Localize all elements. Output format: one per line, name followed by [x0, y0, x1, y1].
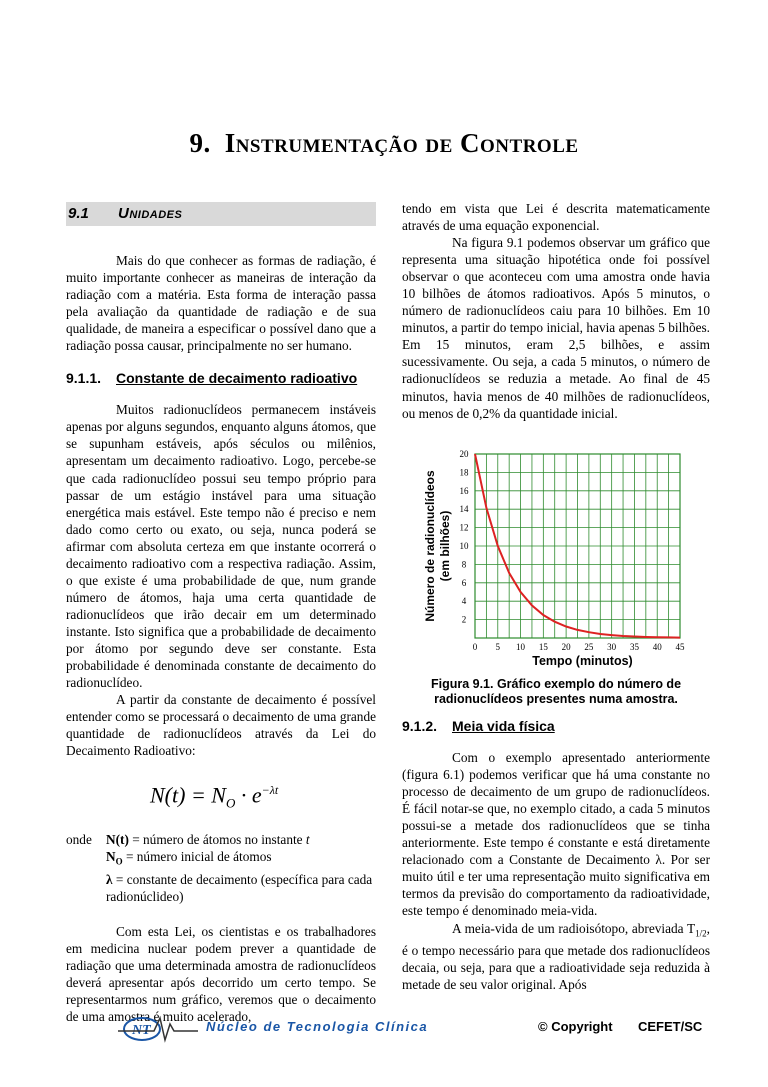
formula-sub: O — [225, 796, 236, 812]
definition-text: = número inicial de átomos — [122, 849, 272, 865]
figure-caption: Figura 9.1. Gráfico exemplo do número de radionuclídeos presentes numa amostra. — [430, 677, 682, 706]
section-number: 9.1 — [68, 205, 89, 223]
footer-organization: Núcleo de Tecnologia Clínica — [206, 1019, 429, 1034]
y-tick-label: 12 — [459, 522, 469, 533]
formula-exponent: −λt — [261, 783, 279, 798]
left-column — [66, 200, 376, 1025]
x-tick-label: 15 — [538, 642, 548, 652]
x-axis-label: Tempo (minutos) — [532, 654, 633, 668]
ntc-logo-icon — [118, 1012, 198, 1044]
section-heading — [66, 202, 376, 226]
y-tick-label: 18 — [459, 467, 469, 478]
definition-row — [66, 871, 376, 905]
definition-text: = número de átomos no instante — [128, 832, 306, 848]
x-tick-label: 30 — [607, 642, 617, 652]
subsection-heading-halflife — [402, 718, 710, 735]
chapter-number: 9. — [189, 128, 211, 158]
definition-lead: onde — [66, 832, 92, 848]
x-tick-label: 5 — [495, 642, 501, 652]
definition-row — [66, 831, 376, 848]
x-tick-label: 0 — [472, 642, 478, 652]
y-tick-label: 14 — [459, 504, 469, 515]
x-tick-label: 35 — [629, 642, 639, 652]
halflife-text-a: A meia-vida de um radioisótopo, abreviada T — [452, 920, 696, 936]
intro-paragraph: Mais do que conhecer as formas de radiação, é muito importante conhecer as maneiras de interação da radiação com a matéria. Esta forma de interação passa pela avaliação da quantidade de radiação e de sua qualidade, de maneira a especificar o possível dano que a radiação possa causar, principalmente no ser humano. — [66, 253, 376, 354]
x-tick-label: 45 — [675, 642, 685, 652]
y-axis-label-line: (em bilhões) — [438, 510, 452, 582]
subsection-number: 9.1.2. — [402, 718, 438, 734]
decay-chart — [402, 438, 702, 672]
definition-term: N — [106, 849, 116, 865]
svg-text:NT: NT — [132, 1023, 151, 1038]
definition-row — [66, 848, 376, 871]
subsection-heading-decay — [66, 370, 376, 387]
y-tick-label: 8 — [461, 559, 467, 570]
footer-institution: CEFET/SC — [638, 1019, 703, 1034]
definition-term: N(t) — [106, 832, 129, 848]
y-tick-label: 20 — [459, 449, 469, 459]
x-tick-label: 20 — [561, 642, 571, 652]
y-tick-label: 2 — [461, 614, 467, 625]
chart-grid — [475, 454, 680, 638]
definition-term: λ — [106, 872, 113, 888]
y-tick-label: 16 — [459, 485, 469, 496]
y-tick-label: 10 — [459, 541, 469, 551]
formula-lhs: N(t) = N — [150, 782, 226, 808]
decay-formula — [66, 775, 376, 815]
definition-subscript: O — [115, 857, 123, 868]
x-tick-label: 40 — [652, 642, 662, 652]
halflife-paragraph-2 — [402, 920, 710, 994]
y-axis-label-line: Número de radionuclídeos — [423, 470, 437, 622]
x-tick-label: 25 — [584, 642, 594, 652]
y-tick-label: 4 — [461, 596, 467, 607]
chapter-title — [0, 128, 768, 159]
decay-paragraph-2: A partir da constante de decaimento é possível entender como se processará o decaimento de uma grande quantidade de radionuclídeos através da Lei do Decaimento Radioativo: — [66, 692, 376, 759]
section-title: Unidades — [118, 205, 183, 223]
subsection-title: Constante de decaimento radioativo — [116, 370, 358, 387]
decay-paragraph-1: Muitos radionuclídeos permanecem instáveis apenas por alguns segundos, enquanto alguns átomos, que se supunham estáveis, após séculos ou milênios, apresentam um decaimento radioativo. Logo, percebe-se que cada radionuclídeo possui seu tempo próprio para passar de um estágio instável para uma situação energética mais estável. Este tempo não é preciso e nem dado como certo ou exato, ou seja, nunca poderá se afirmar com absoluta certeza em que instante ocorrerá o decaimento radioativo com a respectiva radiação. Assim, o que existe é uma probabilidade de que, num grande número de átomos, haja uma certa quantidade de radionuclídeos que irão decair em um determinado instante. Isto significa que a probabilidade de decaimento por átomo por segundo deve ser constante. Esta probabilidade é denominada constante de decaimento do radionuclídeo. — [66, 402, 376, 691]
definitions-list — [66, 831, 376, 905]
subsection-number: 9.1.1. — [66, 370, 102, 387]
right-column — [402, 200, 710, 422]
y-tick-label: 6 — [461, 577, 467, 588]
definition-text: = constante de decaimento (específica para cada radionúclideo) — [106, 872, 373, 905]
footer-copyright: © Copyright — [538, 1019, 613, 1034]
halflife-subscript: 1/2 — [695, 928, 707, 939]
x-tick-label: 10 — [516, 642, 526, 652]
right-paragraph-2: Na figura 9.1 podemos observar um gráfico que representa uma situação hipotética onde foi possível observar o que aconteceu com uma amostra onde havia 10 bilhões de átomos radioativos. Após 5 minutos, o número de radionuclídeos caiu para 10 bilhões. Em 10 minutos, a partir do tempo inicial, havia apenas 5 bilhões. Em 15 minutos, eram 2,5 bilhões, e assim sucessivamente. Ou seja, a cada 5 minutos, o número de radionuclídeos se reduzia a metade. Ao final de 45 minutos, havia menos de 40 milhões de radionuclídeos, ou menos de 0,2% da quantidade inicial. — [402, 235, 710, 421]
definition-variable: t — [305, 832, 310, 848]
page-footer — [118, 1012, 718, 1044]
halflife-paragraph-1: Com o exemplo apresentado anteriormente (figura 6.1) podemos verificar que há uma constante no processo de decaimento de um grupo de radionuclídeos. É fácil notar-se que, no exemplo citado, a cada 5 minutos possui-se a metade dos radionuclídeos que se tinha anteriormente. Este tempo é constante e está diretamente relacionado com a Constante de Decaimento λ. Por ser muito útil e ter uma representação muito significativa em termos da previsão do comportamento da radioatividade, este tempo é denominado meia-vida. — [402, 750, 710, 919]
formula-mid: · e — [235, 782, 262, 808]
halflife-text-b: , é o tempo necessário para que metade dos radionuclídeos decaia, ou seja, para que a radioatividade seja reduzida à metade de seu valor original. Após — [402, 920, 710, 993]
y-axis-label — [423, 470, 452, 622]
chart-ticks — [460, 449, 686, 652]
subsection-title: Meia vida física — [452, 718, 555, 734]
right-column-lower — [402, 718, 710, 993]
right-paragraph-1: tendo em vista que Lei é descrita matematicamente através de uma equação exponencial. — [402, 201, 710, 234]
law-paragraph: Com esta Lei, os cientistas e os trabalhadores em medicina nuclear podem prever a quantidade de radiação que uma determinada amostra de radionuclídeos deverá apresentar após decorrido um certo tempo. Se representarmos num gráfico, veremos que o decaimento de uma amostra é muito acelerado, — [66, 924, 376, 1025]
chapter-title-text: Instrumentação de Controle — [224, 128, 579, 158]
